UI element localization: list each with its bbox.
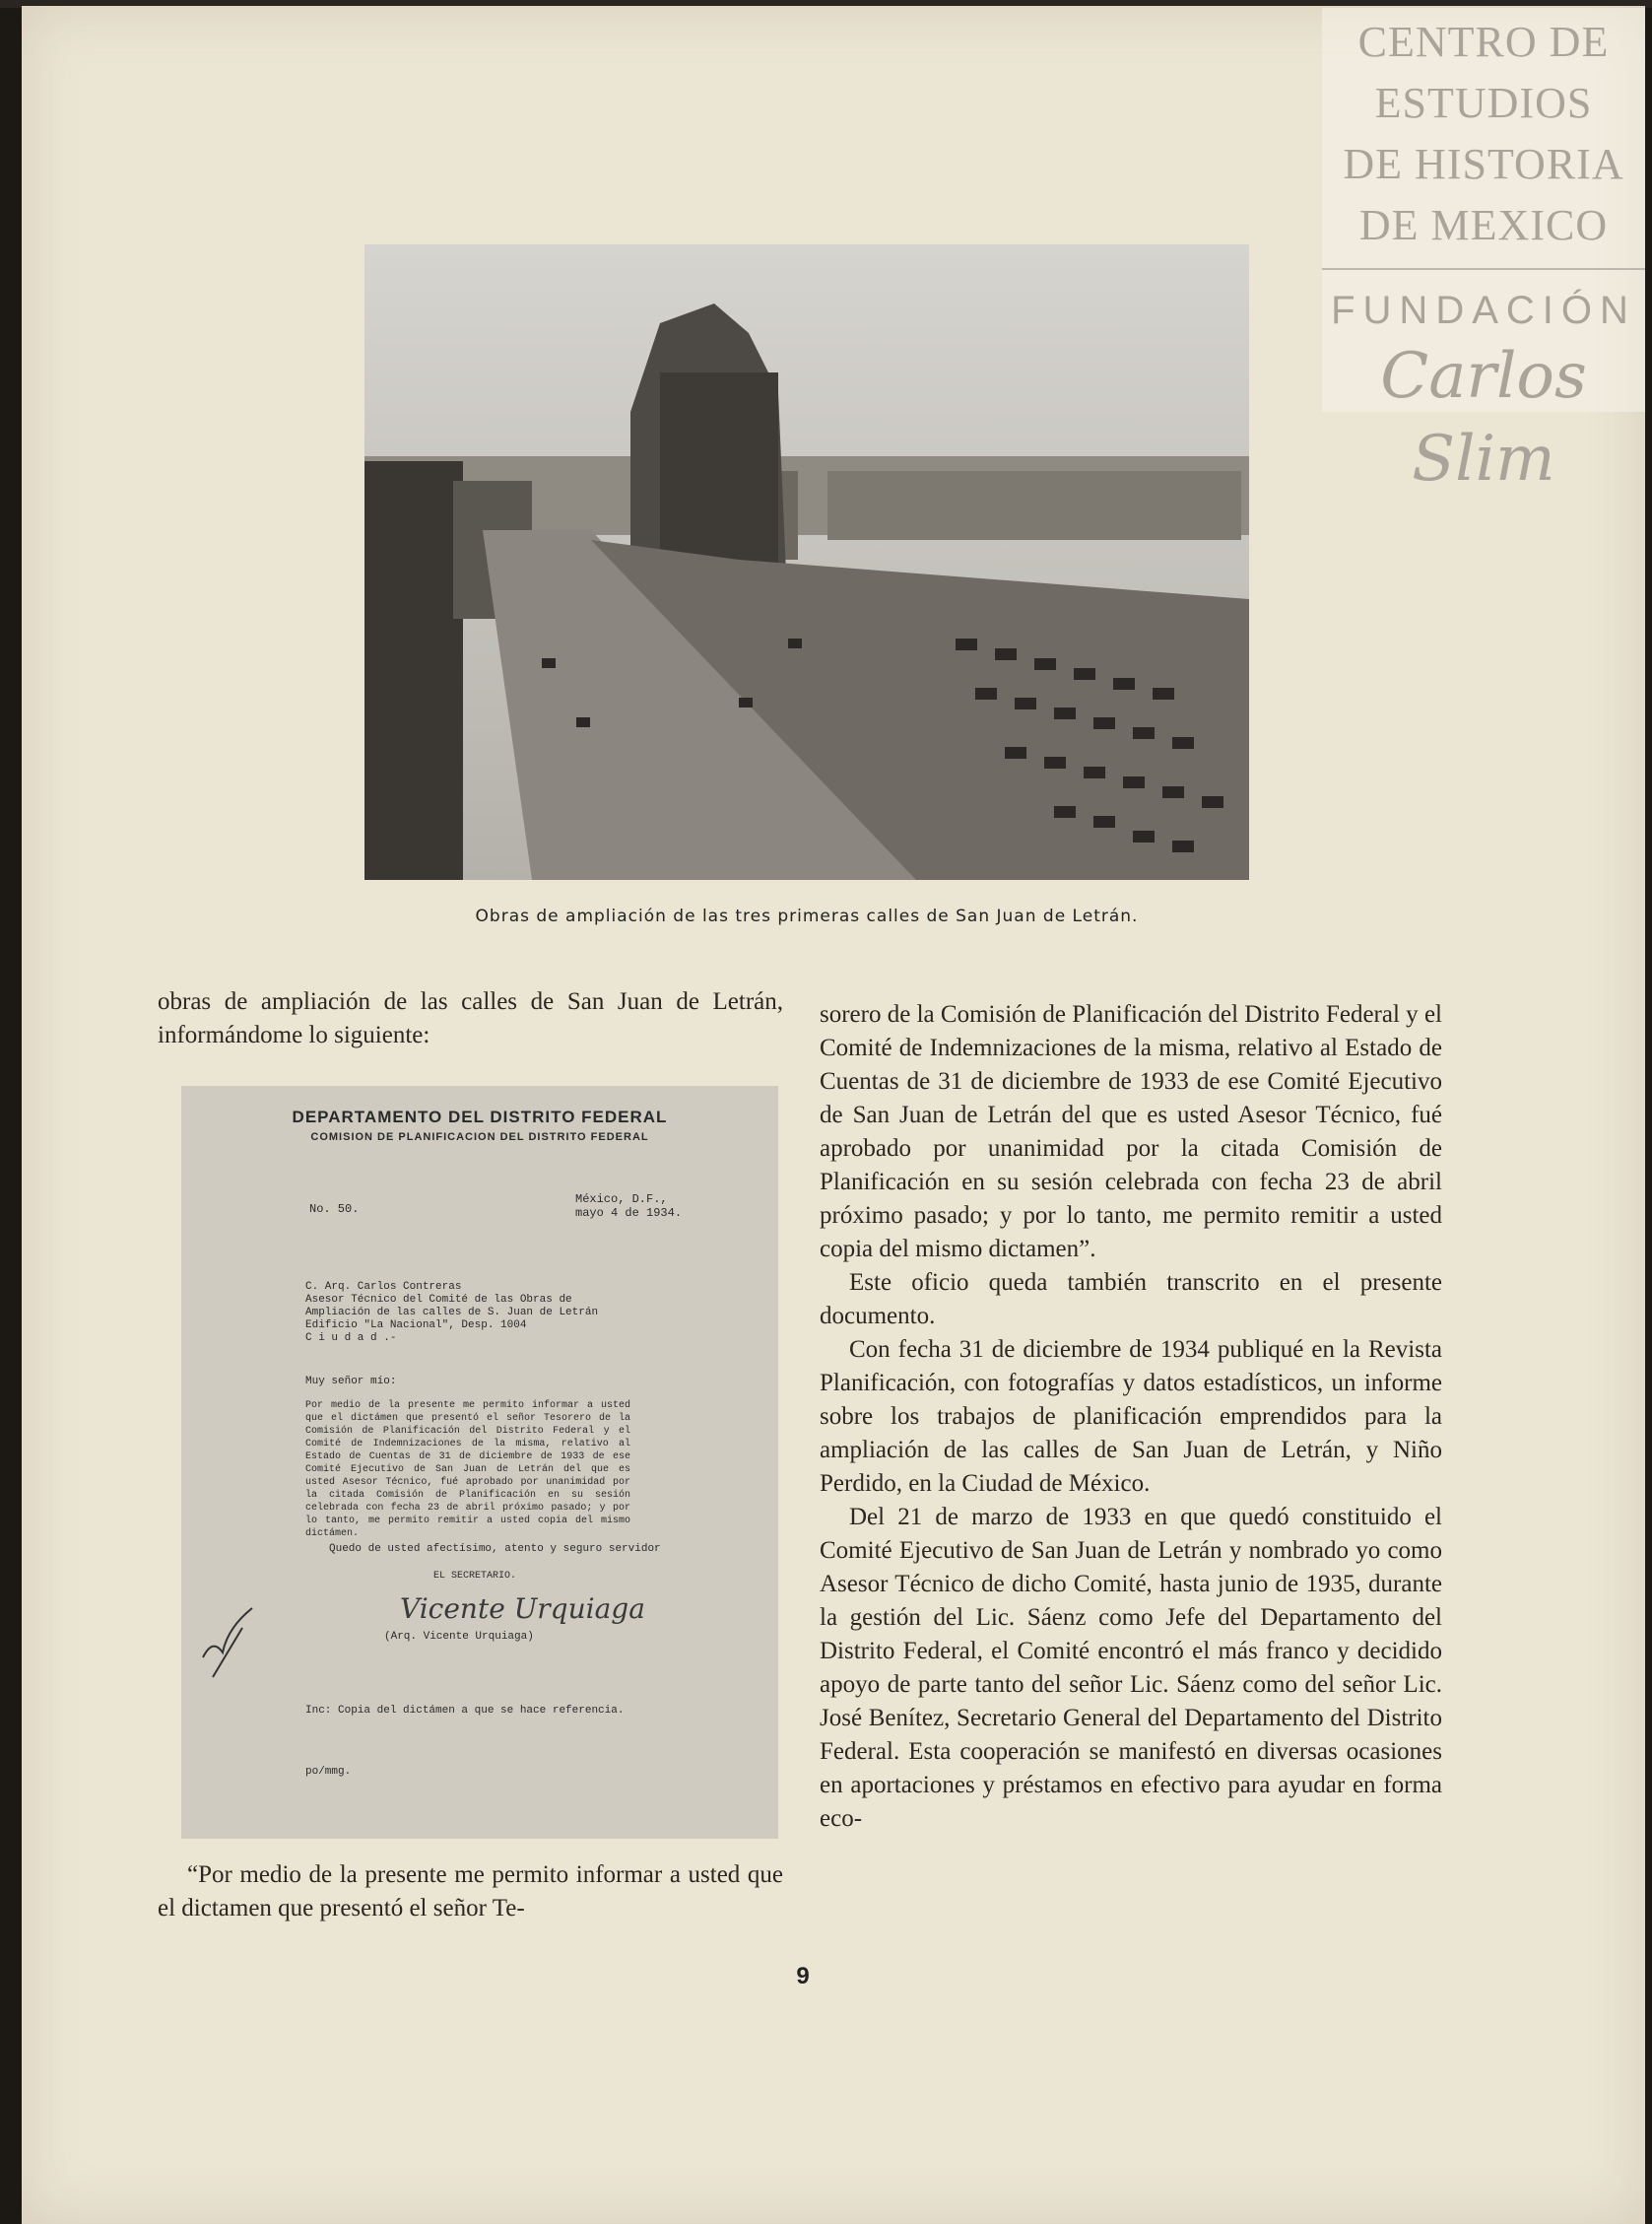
letter-facsimile [181, 1086, 778, 1839]
watermark-signature-logo: Carlos Slim [1380, 340, 1587, 496]
watermark-line: CENTRO DE [1357, 18, 1610, 66]
letter-subheading: COMISION DE PLANIFICACION DEL DISTRITO FEDERAL [310, 1131, 649, 1143]
letter-signature: Vicente Urquiaga [400, 1592, 645, 1625]
letter-secretary: EL SECRETARIO. [433, 1571, 517, 1582]
quote-start-column [158, 1858, 783, 1925]
street-photograph [364, 244, 1249, 880]
body-paragraph: Este oficio queda también transcrito en el presente documento. [820, 1269, 1442, 1329]
page-number: 9 [796, 1963, 810, 1989]
body-paragraph: Con fecha 31 de diciembre de 1934 publiqué en la Revista Planificación, con fotografías y datos estadísticos, un informe sobre los trabajos de planificación emprendidos para la ampliación de las calles de San Juan de Letrán, y Niño Perdido, en la Ciudad de México. [820, 1336, 1442, 1497]
watermark-foundation: FUNDACIÓN [1331, 289, 1636, 332]
letter-address: C. Arq. Carlos Contreras Asesor Técnico del Comité de las Obras de Ampliación de las calles de S. Juan de Letrán Edificio "La Nacional", Desp. 1004 C i u d a d .- [305, 1281, 599, 1344]
watermark-line: DE MEXICO [1358, 201, 1609, 249]
foundation-watermark [1322, 8, 1645, 496]
photo-caption: Obras de ampliación de las tres primeras calles de San Juan de Letrán. [475, 907, 1139, 926]
letter-enclosure: Inc: Copia del dictámen a que se hace referencia. [305, 1705, 625, 1717]
pen-mark-icon [193, 1598, 262, 1692]
body-paragraph: sorero de la Comisión de Planificación del Distrito Federal y el Comité de Indemnizaciones de la misma, relativo al Estado de Cuentas de 31 de diciembre de 1933 de ese Comité Ejecutivo de San Juan de Letrán del que es usted Asesor Técnico, fué aprobado por unanimidad por la citada Comisión de Planificación en su sesión celebrada con fecha 23 de abril próximo pasado; y por lo tanto, me permito remitir a usted copia del mismo dictamen”. [820, 1001, 1442, 1262]
watermark-divider [1322, 268, 1645, 270]
right-text-column [820, 998, 1442, 1836]
letter-date: mayo 4 de 1934. [575, 1206, 683, 1220]
left-text-column [158, 985, 783, 1052]
body-paragraph: Del 21 de marzo de 1933 en que quedó constituido el Comité Ejecutivo de San Juan de Letrán y nombrado yo como Asesor Técnico de dicho Comité, hasta junio de 1935, durante la gestión del Lic. Sáenz como Jefe del Departamento del Distrito Federal, el Comité encontró el más franco y decidido apoyo de parte tanto del señor Lic. Sáenz como del señor Lic. José Benítez, Secretario General del Departamento del Distrito Federal. Esta cooperación se manifestó en diversas ocasiones en aportaciones y préstamos en efectivo para ayudar en forma eco- [820, 1504, 1442, 1832]
letter-signer: (Arq. Vicente Urquiaga) [384, 1631, 534, 1643]
watermark-line: DE HISTORIA [1343, 140, 1624, 188]
quote-paragraph: “Por medio de la presente me permito informar a usted que el dictamen que presentó el señor Te- [158, 1861, 783, 1921]
watermark-line: ESTUDIOS [1374, 79, 1593, 127]
letter-body: Por medio de la presente me permito informar a usted que el dictámen que presentó el señor Tesorero de la Comisión de Planificación del Distrito Federal y el Comité de Indemnizaciones de la misma, relativo al Estado de Cuentas de 31 de diciembre de 1933 de ese Comité Ejecutivo de San Juan de Letrán del que es usted Asesor Técnico, fué aprobado por unanimidad por la citada Comisión de Planificación en su sesión celebrada con fecha 23 de abril próximo pasado; y por lo tanto, me permito remitir a usted copia del mismo dictámen. [305, 1400, 630, 1539]
intro-paragraph: obras de ampliación de las calles de San Juan de Letrán, informándome lo siguiente: [158, 988, 783, 1048]
letter-place: México, D.F., [575, 1192, 668, 1206]
letter-heading: DEPARTAMENTO DEL DISTRITO FEDERAL [292, 1108, 668, 1126]
letter-number: No. 50. [309, 1202, 360, 1216]
letter-reference: po/mmg. [305, 1766, 352, 1778]
letter-salutation: Muy señor mío: [305, 1376, 397, 1387]
letter-closing: Quedo de usted afectísimo, atento y seguro servidor [329, 1543, 661, 1555]
